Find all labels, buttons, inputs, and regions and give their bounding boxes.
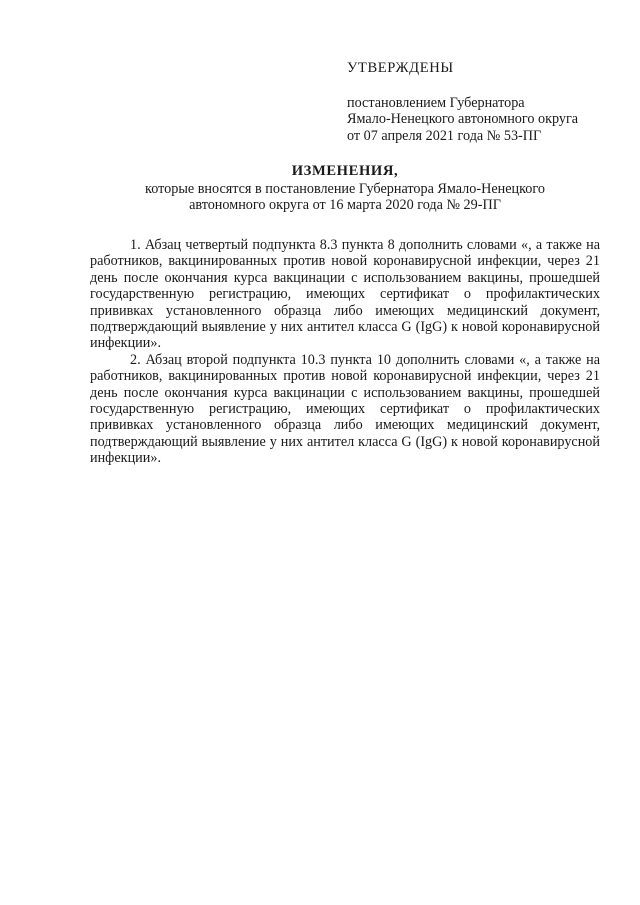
approval-line-authority: постановлением Губернатора xyxy=(347,94,525,111)
document-subtitle-line-1: которые вносятся в постановление Губернатора Ямало-Ненецкого xyxy=(145,181,545,197)
approval-line-date: от 07 апреля 2021 года № 53-ПГ xyxy=(347,127,542,144)
document-body xyxy=(90,237,600,467)
document-header xyxy=(90,163,600,213)
approval-block xyxy=(347,60,617,144)
paragraph-2: 2. Абзац второй подпункта 10.3 пункта 10 дополнить словами «, а также на работников, вакцинированных против новой коронавирусной инфекции, через 21 день после окончания курса вакцинации с использованием вакцины, прошедшей государственную регистрацию, имеющих сертификат о профилактических прививках установленного образца либо имеющих медицинский документ, подтверждающий выявление у них антител класса G (IgG) к новой коронавирусной инфекции». xyxy=(90,351,600,467)
document-title: ИЗМЕНЕНИЯ, xyxy=(291,163,399,179)
paragraph-1: 1. Абзац четвертый подпункта 8.3 пункта 8 дополнить словами «, а также на работников, вакцинированных против новой коронавирусной инфекции, через 21 день после окончания курса вакцинации с использованием вакцины, прошедшей государственную регистрацию, имеющих сертификат о профилактических прививках установленного образца либо имеющих медицинский документ, подтверждающий выявление у них антител класса G (IgG) к новой коронавирусной инфекции». xyxy=(90,237,600,352)
approval-line-region: Ямало-Ненецкого автономного округа xyxy=(347,111,579,127)
approval-title: УТВЕРЖДЕНЫ xyxy=(347,60,454,76)
document-subtitle-line-2: автономного округа от 16 марта 2020 года № 29-ПГ xyxy=(189,197,501,213)
